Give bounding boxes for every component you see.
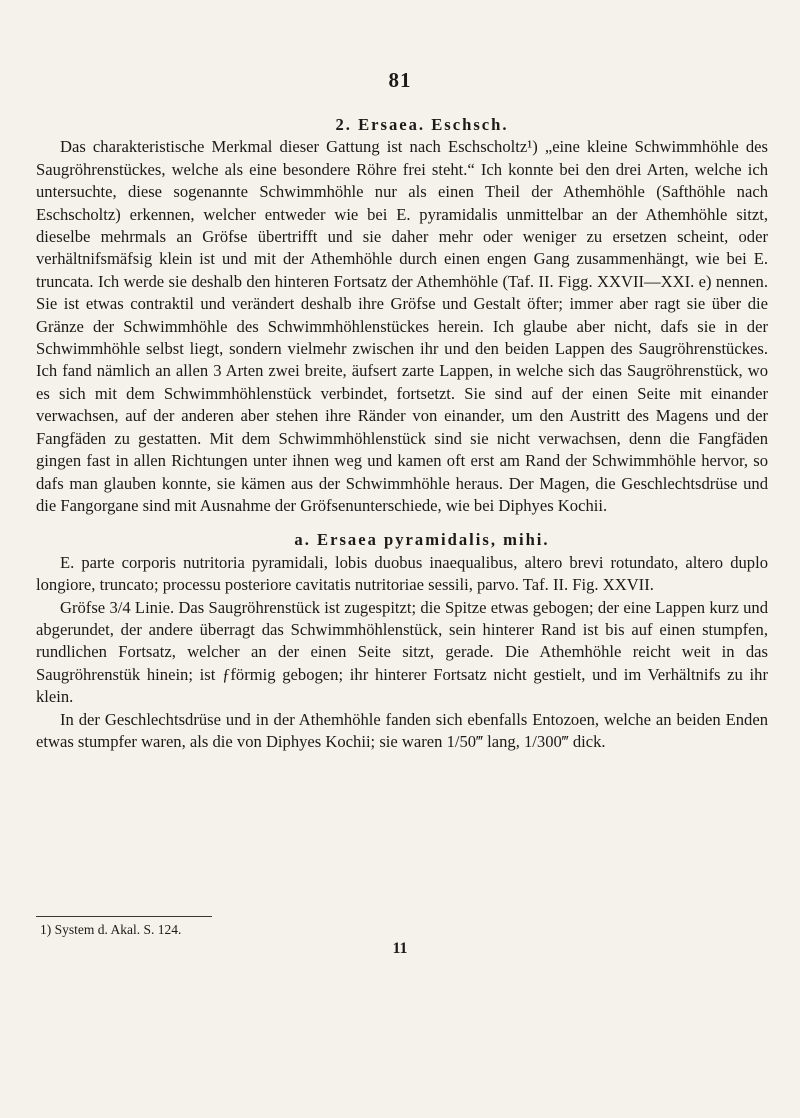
spacer (36, 517, 768, 529)
footnote: 1) System d. Akal. S. 124. (40, 922, 182, 937)
paragraph-genus-description: Das charakteristische Merkmal dieser Gattung ist nach Eschscholtz¹) „eine kleine Schwimmhöhle des Saugröhrenstückes, welche als eine besondere Röhre frei steht.“ Ich konnte bei den drei Arten, welche ich untersuchte, diese sogenannte Schwimmhöhle nur als einen Theil der Athemhöhle (Safthöhle nach Eschscholtz) erkennen, welcher entweder wie bei E. pyramidalis unmittelbar an der Athemhöhle sitzt, dieselbe mehrmals an Gröfse übertrifft und sie daher mehr oder weniger zu ersetzen scheint, oder verhältnifsmäfsig klein ist und mit der Athemhöhle durch einen engen Gang zusammenhängt, wie bei E. truncata. Ich werde sie deshalb den hinteren Fortsatz der Athemhöhle (Taf. II. Figg. XXVII—XXI. e) nennen. Sie ist etwas contraktil und verändert deshalb ihre Gröfse und Gestalt öfter; immer aber ragt sie über die Gränze der Schwimmhöhle des Schwimmhöhlenstückes herein. Ich glaube aber nicht, dafs sie in der Schwimmhöhle selbst liegt, sondern vielmehr zwischen ihr und den beiden Lappen des Saugröhrenstückes. Ich fand nämlich an allen 3 Arten zwei breite, äufsert zarte Lappen, in welche sich das Saugröhrenstück, wo es sich mit dem Schwimmhöhlenstück verbindet, fortsetzt. Sie sind auf der einen Seite mit einander verwachsen, auf der anderen aber stehen ihre Ränder von einander, um den Austritt des Magens und der Fangfäden zu gestatten. Mit dem Schwimmhöhlenstück sind sie nicht verwachsen, denn die Fangfäden gingen fast in allen Richtungen unter ihnen weg und kamen oft erst am Rand der Schwimmhöhle hervor, so dafs man glauben konnte, sie kämen aus der Schwimmhöhle heraus. Der Magen, die Geschlechtsdrüse und die Fangorgane sind mit Ausnahme der Gröfsenunterschiede, wie bei Diphyes Kochii. (36, 137, 768, 515)
latin-diagnosis: E. parte corporis nutritoria pyramidali, lobis duobus inaequalibus, altero brevi rotundato, altero duplo longiore, truncato; processu posteriore cavitatis nutritoriae sessili, parvo. Taf. II. Fig. XXVII. (36, 552, 768, 595)
signature-mark: 11 (392, 940, 408, 957)
footnote-divider (36, 916, 212, 917)
page-number: 81 (388, 68, 412, 92)
section-heading: 2. Ersaea. Eschsch. (335, 115, 509, 134)
paragraph-entozoa: In der Geschlechtsdrüse und in der Athemhöhle fanden sich ebenfalls Entozoen, welche an beiden Enden etwas stumpfer waren, als die von Diphyes Kochii; sie waren 1/50‴ lang, 1/300‴ dick. (36, 709, 768, 751)
page-body (36, 114, 768, 753)
paragraph-size-description: Gröfse 3/4 Linie. Das Saugröhrenstück ist zugespitzt; die Spitze etwas gebogen; der eine Lappen kurz und abgerundet, der andere überragt das Schwimmhöhlenstück, sein hinterer Rand ist bis auf einen stumpfen, rundlichen Fortsatz, welcher an der einen Seite sitzt, gerade. Die Athemhöhle reicht weit in das Saugröhrenstük hinein; ist ƒförmig gebogen; ihr hinterer Fortsatz nicht gestielt, und im Verhältnifs zu ihr klein. (36, 597, 768, 707)
species-heading: a. Ersaea pyramidalis, mihi. (294, 530, 550, 550)
